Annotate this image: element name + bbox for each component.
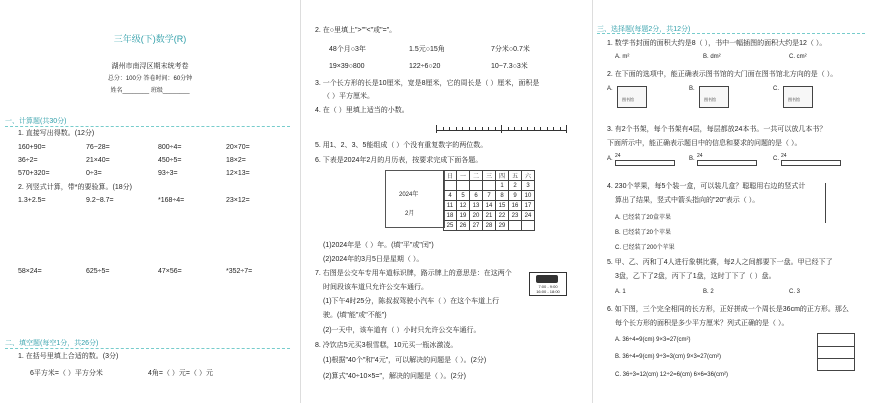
library-picture xyxy=(699,86,729,108)
exam-subtitle: 湖州市南浔区期末统考卷 xyxy=(111,63,189,70)
library-picture xyxy=(783,86,813,108)
calendar-day: 12 xyxy=(457,201,470,211)
fill-q6-1: (1)2024年是（ ）年。(填"平"或"闰") xyxy=(323,242,434,249)
fill-q1-a: 6平方米=（ ）平方分米 xyxy=(30,370,103,377)
calc-q2-item: 625÷5= xyxy=(86,268,110,275)
choice-q4-option: C. 已经装了200个苹果 xyxy=(615,245,675,251)
choice-q6-cont: 每个长方形的面积是多少平方厘米？列式正确的是（ ）。 xyxy=(615,320,789,327)
column-left xyxy=(0,0,300,403)
fill-q7-2: (2)一天中，该车道有（ ）小时只允许公交车通行。 xyxy=(323,327,481,334)
calc-q1-item: 36÷2= xyxy=(18,157,38,164)
library-label: 图书馆 xyxy=(704,97,716,102)
number-line-tick xyxy=(469,127,470,131)
compare-item: 122÷6○20 xyxy=(409,63,441,70)
choice-q6: 6. 如下图，三个完全相同的长方形，正好拼成一个周长是36cm的正方形。那么 xyxy=(607,306,849,313)
number-line-tick xyxy=(560,127,561,131)
exam-meta: 总分：100分 答卷时间：60分钟 xyxy=(107,76,193,82)
calendar-day: 17 xyxy=(522,201,535,211)
calendar-day: 15 xyxy=(496,201,509,211)
sign-time-1: 7:00 - 9:00 xyxy=(538,284,558,289)
calendar-day: 2 xyxy=(509,181,522,191)
bar-diagram xyxy=(615,160,675,166)
fill-q1: 1. 在括号里填上合适的数。(3分) xyxy=(18,353,119,360)
calendar-day: 6 xyxy=(470,191,483,201)
page-title: 三年级(下)数学(R) xyxy=(113,34,187,44)
choice-q2: 2. 在下面的选项中，能正确表示图书馆的大门面在图书馆北方向的是（ ）。 xyxy=(607,71,838,78)
choice-q1: 1. 数学书封面的面积大约是8（ ），书中一幅插图的面积大约是12（ ）。 xyxy=(607,40,827,47)
bar-number: 24 xyxy=(615,153,621,159)
fill-q3: 3. 一个长方形的长是10厘米，宽是8厘米，它的周长是（ ）厘米，面积是 xyxy=(315,80,540,87)
choice-q5-cont: 3盘，乙下了2盘，丙下了1盘，这时丁下了（ ）盘。 xyxy=(615,273,776,280)
calendar-day: 22 xyxy=(496,211,509,221)
choice-q2-option: C. xyxy=(773,86,779,92)
fill-q7-1-cont: 驶。(填"能"或"不能") xyxy=(323,312,387,319)
choice-q6-option: C. 36÷3=12(cm) 12÷2=6(cm) 6×6=36(cm²) xyxy=(615,372,728,378)
fill-q8-2: (2)算式"40÷10×5="，解决的问题是（ ）。(2分) xyxy=(323,373,467,380)
calendar-day: 1 xyxy=(496,181,509,191)
compare-item: 19×39○800 xyxy=(329,63,365,70)
calendar-day: 25 xyxy=(444,221,457,231)
divider xyxy=(818,358,854,359)
fill-q4: 4. 在（ ）里填上适当的小数。 xyxy=(315,107,409,114)
calendar-weekday: 五 xyxy=(509,171,522,181)
choice-q2-option: B. xyxy=(689,86,695,92)
section-calc-heading: 一、计算题(共30分) xyxy=(5,118,67,125)
number-line-tick xyxy=(553,127,554,131)
calendar-day: 20 xyxy=(470,211,483,221)
choice-q3-option: A. xyxy=(607,156,613,162)
calc-q1-item: 570+320= xyxy=(18,170,50,177)
library-picture xyxy=(617,86,647,108)
choice-q2-option: A. xyxy=(607,86,613,92)
number-line-tick xyxy=(566,125,567,133)
number-line-tick xyxy=(521,127,522,131)
bar-diagram xyxy=(697,160,757,166)
calc-q1-item: 93÷3= xyxy=(158,170,178,177)
choice-q3-option: C. xyxy=(773,156,779,162)
choice-q3-cont: 下面所示中，能正确表示题目中的信息和要求的问题的是（ ）。 xyxy=(607,140,802,147)
choice-q3: 3. 有2个书架，每个书架有4层，每层都放24本书。一共可以放几本书？ xyxy=(607,126,827,133)
fill-q7: 7. 右图是公交车专用车道标识牌，路示牌上的意思是：在这两个 xyxy=(315,270,512,277)
number-line-tick xyxy=(488,127,489,131)
choice-q1-option: B. dm² xyxy=(703,54,721,60)
fill-q8: 8. 冷饮店5元买3根雪糕，10元买一瓶冰激凌。 xyxy=(315,342,458,349)
choice-q5-option: C. 3 xyxy=(789,289,801,295)
compare-item: 10−7.3○3米 xyxy=(491,63,528,70)
library-label: 图书馆 xyxy=(622,97,634,102)
calendar-day: 14 xyxy=(483,201,496,211)
calendar-day xyxy=(522,221,535,231)
library-label: 图书馆 xyxy=(788,97,800,102)
calendar-day: 21 xyxy=(483,211,496,221)
calendar-weekday: 三 xyxy=(483,171,496,181)
calendar-weekday: 一 xyxy=(457,171,470,181)
calendar-weekday: 六 xyxy=(522,171,535,181)
divider xyxy=(818,346,854,347)
compare-item: 1.5元○15角 xyxy=(409,46,445,53)
bar-number: 24 xyxy=(781,153,787,159)
number-line-tick xyxy=(514,127,515,131)
divider xyxy=(597,33,865,34)
bar-number: 24 xyxy=(697,153,703,159)
calendar-day xyxy=(483,181,496,191)
calendar-weekday: 四 xyxy=(496,171,509,181)
calendar-weekday: 二 xyxy=(470,171,483,181)
choice-q1-option: C. cm² xyxy=(789,54,807,60)
calendar-day: 10 xyxy=(522,191,535,201)
number-line-tick xyxy=(482,127,483,131)
calendar-day: 8 xyxy=(496,191,509,201)
calendar-day: 5 xyxy=(457,191,470,201)
number-line-tick xyxy=(443,127,444,131)
calendar-day xyxy=(457,181,470,191)
number-line-tick xyxy=(527,127,528,131)
calendar-day: 9 xyxy=(509,191,522,201)
calc-q1: 1. 直接写出得数。(12分) xyxy=(18,130,95,137)
calc-q1-item: 450÷5= xyxy=(158,157,182,164)
calc-q2-item: 9.2−8.7= xyxy=(86,197,114,204)
number-line-tick xyxy=(534,127,535,131)
number-line-tick xyxy=(501,125,502,133)
compare-item: 48个月○3年 xyxy=(329,46,366,53)
choice-q1-option: A. m² xyxy=(615,54,630,60)
fill-q5: 5. 用1、2、3、5能组成（ ）个没有重复数字的两位数。 xyxy=(315,142,488,149)
calc-q2-item: 58×24= xyxy=(18,268,42,275)
calc-q1-item: 800÷4= xyxy=(158,144,182,151)
number-line-tick xyxy=(495,127,496,131)
calendar-day: 26 xyxy=(457,221,470,231)
calendar-day: 7 xyxy=(483,191,496,201)
calc-q2-item: 47×56= xyxy=(158,268,182,275)
number-line-tick xyxy=(540,127,541,131)
section-fill-heading: 二、填空题(每空1分，共26分) xyxy=(5,340,99,347)
number-line-tick xyxy=(456,127,457,131)
choice-q4-option: A. 已经装了20盒苹果 xyxy=(615,215,672,221)
calendar-label-box xyxy=(385,170,445,228)
sign-time-2: 16:00 - 18:00 xyxy=(536,289,560,294)
calendar-month: 2月 xyxy=(405,211,415,217)
number-line-tick xyxy=(436,125,437,133)
calendar-year: 2024年 xyxy=(399,192,419,198)
calendar-day: 13 xyxy=(470,201,483,211)
bar-diagram xyxy=(781,160,841,166)
calendar-day: 3 xyxy=(522,181,535,191)
number-line-tick xyxy=(449,127,450,131)
calc-q1-item: 76−28= xyxy=(86,144,110,151)
long-division-figure xyxy=(825,183,852,223)
calendar-day: 16 xyxy=(509,201,522,211)
calc-q2-item: 1.3+2.5= xyxy=(18,197,46,204)
choice-q5-option: B. 2 xyxy=(703,289,714,295)
bus-icon xyxy=(536,275,558,283)
calendar-day xyxy=(444,181,457,191)
number-line-tick xyxy=(462,127,463,131)
fill-q3-cont: （ ）平方厘米。 xyxy=(323,93,374,100)
calendar-day: 29 xyxy=(496,221,509,231)
column-right xyxy=(592,0,870,403)
calc-q2-item: *352÷7= xyxy=(226,268,253,275)
section-choice-heading: 三、选择题(每题2分，共12分) xyxy=(597,26,691,33)
fill-q7-cont: 时间段该车道只允许公交车通行。 xyxy=(323,284,428,291)
bus-lane-sign xyxy=(529,272,567,296)
number-line-tick xyxy=(475,127,476,131)
calc-q1-item: 160+90= xyxy=(18,144,46,151)
name-label: 姓名 xyxy=(110,88,123,94)
calendar-day: 19 xyxy=(457,211,470,221)
calc-q1-item: 12×13= xyxy=(226,170,250,177)
calendar-weekday: 日 xyxy=(444,171,457,181)
number-line-tick xyxy=(547,127,548,131)
fill-q8-1: (1)根据"40个"和"4元"，可以解决的问题是（ ）。(2分) xyxy=(323,357,487,364)
divider xyxy=(5,348,290,349)
calc-q2-item: 23×12= xyxy=(226,197,250,204)
choice-q5-option: A. 1 xyxy=(615,289,626,295)
name-class-row: 姓名________ 班级________ xyxy=(110,88,190,94)
calc-q1-item: 21×40= xyxy=(86,157,110,164)
fill-q6-2: (2)2024年的3月5日是星期（ ）。 xyxy=(323,256,424,263)
number-line-tick xyxy=(508,127,509,131)
choice-q4-cont: 算出了结果，竖式中箭头指向的"20"表示（ ）。 xyxy=(615,197,760,204)
calendar-day: 27 xyxy=(470,221,483,231)
calendar-day xyxy=(509,221,522,231)
calc-q2-item: *168÷4= xyxy=(158,197,185,204)
choice-q4: 4. 230个苹果，每5个装一盒，可以装几盒？聪聪用右边的竖式计 xyxy=(607,183,806,190)
calc-q1-item: 0÷3= xyxy=(86,170,102,177)
fill-q1-b: 4角=（ ）元=（ ）元 xyxy=(148,370,213,377)
calc-q1-item: 20×70= xyxy=(226,144,250,151)
choice-q3-option: B. xyxy=(689,156,695,162)
choice-q6-option: A. 36÷4=9(cm) 9×3=27(cm²) xyxy=(615,337,691,343)
compare-item: 7分米○0.7米 xyxy=(491,46,530,53)
divider xyxy=(5,126,290,127)
fill-q2: 2. 在○里填上">""<"或"="。 xyxy=(315,27,397,34)
calendar-day: 23 xyxy=(509,211,522,221)
fill-q7-1: (1)下午4时25分，陈叔叔驾驶小汽车（ ）在这个车道上行 xyxy=(323,298,500,305)
calendar-day: 18 xyxy=(444,211,457,221)
column-middle xyxy=(300,0,593,403)
square-figure xyxy=(817,333,855,371)
calendar-day xyxy=(470,181,483,191)
calendar-day: 28 xyxy=(483,221,496,231)
calc-q1-item: 18×2= xyxy=(226,157,246,164)
choice-q4-option: B. 已经装了20个苹果 xyxy=(615,230,672,236)
choice-q5: 5. 甲、乙、丙和丁4人进行象棋比赛，每2人之间都要下一盘。甲已经下了 xyxy=(607,259,833,266)
calendar-day: 11 xyxy=(444,201,457,211)
class-label: 班级 xyxy=(150,88,163,94)
choice-q6-option: B. 36÷4=9(cm) 9÷3=3(cm) 9×3=27(cm²) xyxy=(615,354,721,360)
fill-q6: 6. 下表是2024年2月的月历表，按要求完成下面各题。 xyxy=(315,157,483,164)
calendar-day: 4 xyxy=(444,191,457,201)
calendar-day: 24 xyxy=(522,211,535,221)
calendar-table xyxy=(443,170,535,231)
calc-q2: 2. 列竖式计算，带*的要验算。(18分) xyxy=(18,184,132,191)
